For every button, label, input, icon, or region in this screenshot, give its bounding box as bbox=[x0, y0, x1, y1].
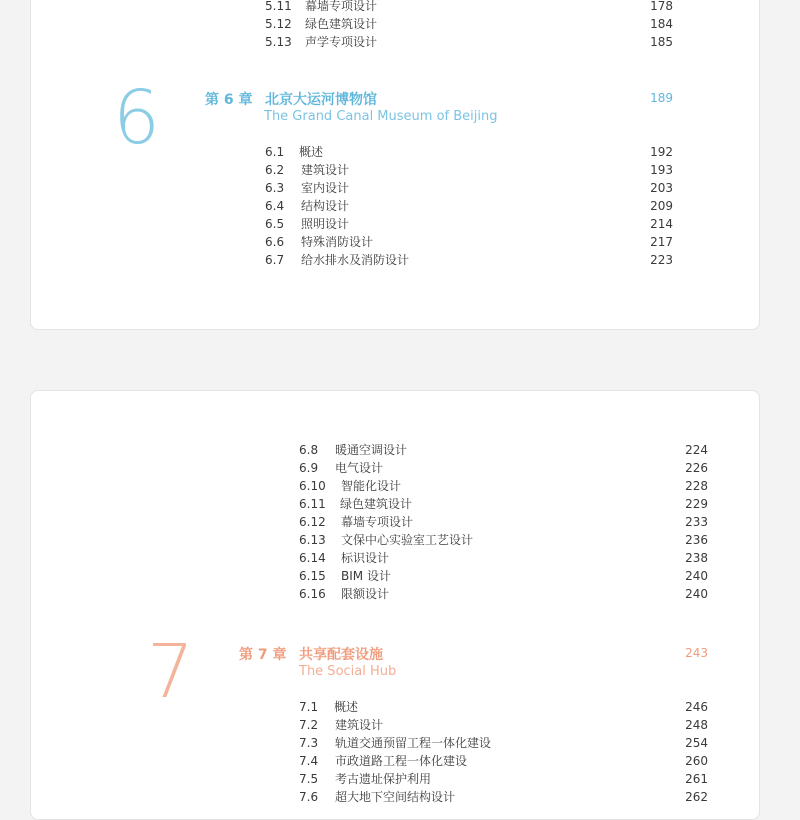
entry-number: 6.11 bbox=[299, 497, 326, 511]
entry-title: 建筑设计 bbox=[335, 718, 384, 732]
entry-number: 6.13 bbox=[299, 533, 326, 547]
entry-title: 市政道路工程一体化建设 bbox=[335, 754, 468, 768]
entry-title: 结构设计 bbox=[301, 199, 350, 213]
chapter-page: 189 bbox=[650, 91, 673, 105]
entry-number: 7.1 bbox=[299, 700, 319, 714]
toc-entry[interactable] bbox=[265, 215, 685, 233]
entry-title: 限额设计 bbox=[341, 587, 390, 601]
entry-title: 概述 bbox=[299, 145, 324, 159]
entry-page: 254 bbox=[685, 736, 708, 750]
entry-page: 229 bbox=[685, 497, 708, 511]
entry-number: 6.7 bbox=[265, 253, 285, 267]
entry-page: 178 bbox=[650, 0, 673, 13]
toc-entry[interactable] bbox=[265, 15, 685, 33]
entry-number: 6.16 bbox=[299, 587, 326, 601]
toc-entry[interactable] bbox=[299, 459, 719, 477]
entry-title: 智能化设计 bbox=[341, 479, 402, 493]
entry-number: 6.1 bbox=[265, 145, 285, 159]
entry-page: 260 bbox=[685, 754, 708, 768]
entry-page: 248 bbox=[685, 718, 708, 732]
toc-entry[interactable] bbox=[299, 549, 719, 567]
entry-number: 6.15 bbox=[299, 569, 326, 583]
chapter-number-large: 7 bbox=[147, 629, 195, 715]
entry-title: 概述 bbox=[334, 700, 359, 714]
entry-page: 238 bbox=[685, 551, 708, 565]
toc-entry[interactable] bbox=[265, 179, 685, 197]
entry-page: 192 bbox=[650, 145, 673, 159]
toc-entry[interactable] bbox=[265, 33, 685, 51]
entry-number: 6.12 bbox=[299, 515, 326, 529]
chapter-subtitle-en: The Social Hub bbox=[299, 664, 397, 679]
entry-title: 特殊消防设计 bbox=[301, 235, 374, 249]
entry-title: 室内设计 bbox=[301, 181, 350, 195]
entry-title: 轨道交通预留工程一体化建设 bbox=[335, 736, 492, 750]
toc-entry[interactable] bbox=[265, 197, 685, 215]
entry-page: 233 bbox=[685, 515, 708, 529]
chapter-label: 第 7 章 bbox=[239, 647, 287, 663]
entry-title: 考古遗址保护利用 bbox=[335, 772, 432, 786]
entry-title: 声学专项设计 bbox=[305, 35, 378, 49]
entry-title: 照明设计 bbox=[301, 217, 350, 231]
entry-title: 幕墙专项设计 bbox=[341, 515, 414, 529]
entry-page: 240 bbox=[685, 587, 708, 601]
chapter-title[interactable]: 北京大运河博物馆 bbox=[265, 92, 377, 108]
entry-page: 236 bbox=[685, 533, 708, 547]
entry-number: 6.14 bbox=[299, 551, 326, 565]
entry-number: 6.5 bbox=[265, 217, 285, 231]
entry-number: 6.9 bbox=[299, 461, 319, 475]
chapter-title[interactable]: 共享配套设施 bbox=[299, 647, 383, 663]
toc-entry[interactable] bbox=[265, 251, 685, 269]
entry-title: 给水排水及消防设计 bbox=[301, 253, 410, 267]
entry-number: 7.6 bbox=[299, 790, 319, 804]
toc-entry[interactable] bbox=[299, 495, 719, 513]
entry-page: 209 bbox=[650, 199, 673, 213]
entry-title: 文保中心实验室工艺设计 bbox=[341, 533, 474, 547]
toc-entry[interactable] bbox=[299, 698, 719, 716]
entry-number: 7.3 bbox=[299, 736, 319, 750]
toc-entry[interactable] bbox=[299, 788, 719, 806]
entry-number: 7.2 bbox=[299, 718, 319, 732]
toc-entry[interactable] bbox=[265, 233, 685, 251]
toc-entry[interactable] bbox=[299, 716, 719, 734]
entry-number: 5.13 bbox=[265, 35, 292, 49]
entry-page: 261 bbox=[685, 772, 708, 786]
entry-title: 建筑设计 bbox=[301, 163, 350, 177]
entry-number: 6.3 bbox=[265, 181, 285, 195]
chapter-number-large: 6 bbox=[113, 75, 161, 161]
toc-entry[interactable] bbox=[299, 585, 719, 603]
toc-card-chapter-6 bbox=[30, 0, 760, 330]
entry-page: 240 bbox=[685, 569, 708, 583]
entry-title: 超大地下空间结构设计 bbox=[335, 790, 456, 804]
entry-title: 幕墙专项设计 bbox=[305, 0, 378, 13]
toc-entry[interactable] bbox=[265, 0, 685, 15]
entry-page: 185 bbox=[650, 35, 673, 49]
toc-entry[interactable] bbox=[299, 477, 719, 495]
entry-title: 暖通空调设计 bbox=[335, 443, 408, 457]
chapter-subtitle-en: The Grand Canal Museum of Beijing bbox=[264, 109, 498, 124]
entry-title: 标识设计 bbox=[341, 551, 390, 565]
entry-number: 6.6 bbox=[265, 235, 285, 249]
entry-number: 7.4 bbox=[299, 754, 319, 768]
entry-number: 5.12 bbox=[265, 17, 292, 31]
entry-number: 5.11 bbox=[265, 0, 292, 13]
toc-entry[interactable] bbox=[299, 513, 719, 531]
entry-title: 绿色建筑设计 bbox=[305, 17, 378, 31]
entry-number: 6.4 bbox=[265, 199, 285, 213]
entry-number: 6.10 bbox=[299, 479, 326, 493]
entry-page: 217 bbox=[650, 235, 673, 249]
toc-entry[interactable] bbox=[299, 441, 719, 459]
entry-page: 224 bbox=[685, 443, 708, 457]
entry-number: 6.8 bbox=[299, 443, 319, 457]
entry-page: 193 bbox=[650, 163, 673, 177]
entry-page: 228 bbox=[685, 479, 708, 493]
entry-page: 262 bbox=[685, 790, 708, 804]
entry-title: 电气设计 bbox=[335, 461, 384, 475]
chapter-page: 243 bbox=[685, 646, 708, 660]
entry-page: 223 bbox=[650, 253, 673, 267]
entry-page: 214 bbox=[650, 217, 673, 231]
entry-page: 184 bbox=[650, 17, 673, 31]
toc-entry[interactable] bbox=[299, 567, 719, 585]
entry-page: 246 bbox=[685, 700, 708, 714]
toc-card-chapter-7 bbox=[30, 390, 760, 820]
entry-page: 226 bbox=[685, 461, 708, 475]
entry-title: 绿色建筑设计 bbox=[340, 497, 413, 511]
toc-entry[interactable] bbox=[299, 770, 719, 788]
entry-title: BIM 设计 bbox=[341, 569, 391, 583]
toc-entry[interactable] bbox=[299, 531, 719, 549]
toc-entry[interactable] bbox=[265, 143, 685, 161]
entry-number: 6.2 bbox=[265, 163, 285, 177]
toc-entry[interactable] bbox=[299, 734, 719, 752]
toc-entry[interactable] bbox=[299, 752, 719, 770]
entry-number: 7.5 bbox=[299, 772, 319, 786]
chapter-label: 第 6 章 bbox=[205, 92, 253, 108]
entry-page: 203 bbox=[650, 181, 673, 195]
toc-entry[interactable] bbox=[265, 161, 685, 179]
